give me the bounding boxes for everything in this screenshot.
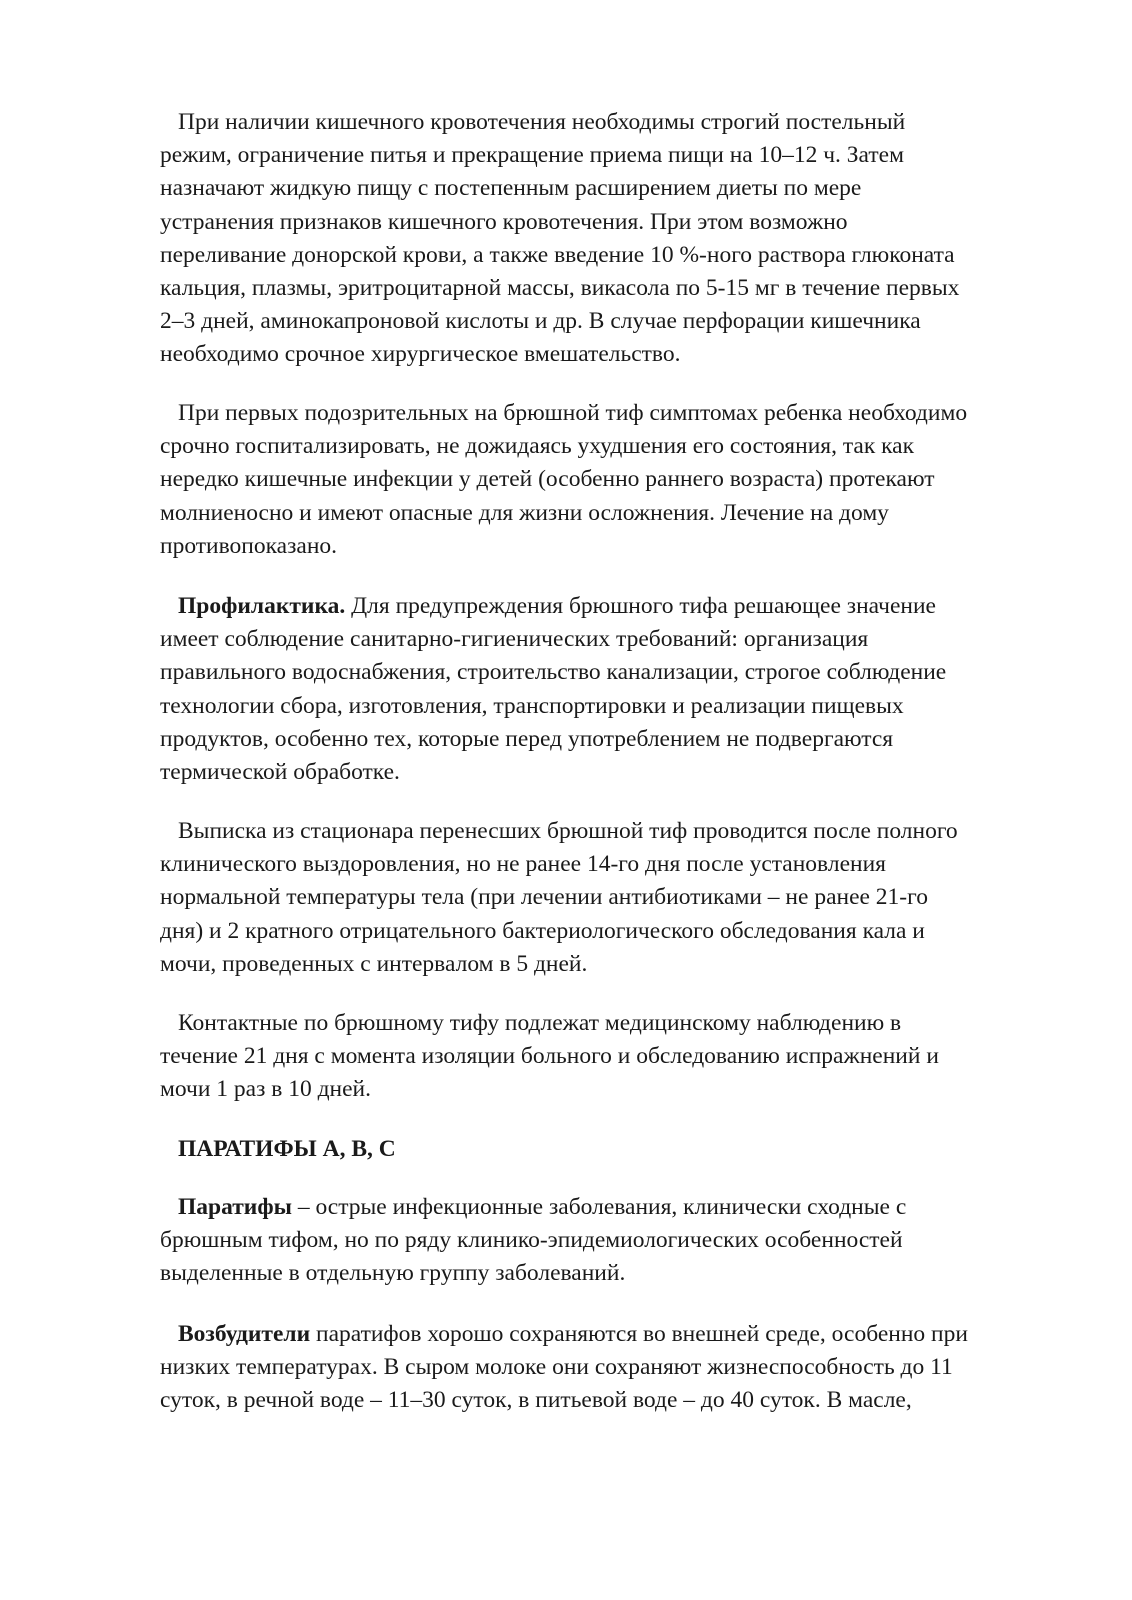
text-line: При наличии кишечного кровотечения необходимы строгий постельный <box>178 109 906 135</box>
text-line <box>160 590 1060 623</box>
paragraph-hospitalization <box>160 397 1060 563</box>
paragraph-bleeding <box>160 106 1060 372</box>
text-line: режим, ограничение питья и прекращение приема пищи на 10–12 ч. Затем <box>160 142 904 169</box>
paragraph-contacts <box>160 1007 1060 1107</box>
text-line: нормальной температуры тела (при лечении антибиотиками – не ранее 21-го <box>160 884 928 911</box>
lead-rest: – острые инфекционные заболевания, клинически сходные с <box>291 1194 907 1220</box>
lead-term: Возбудители <box>178 1321 311 1347</box>
lead-rest: паратифов хорошо сохраняются во внешней среде, особенно при <box>310 1321 968 1347</box>
lead-rest: Для предупреждения брюшного тифа решающее значение <box>345 593 936 619</box>
lead-term: Паратифы <box>178 1194 292 1220</box>
text-line: имеет соблюдение санитарно-гигиенических требований: организация <box>160 626 869 653</box>
paragraph-paratyphoids <box>160 1191 1060 1291</box>
paragraph-discharge <box>160 815 1060 981</box>
text-line: молниеносно и имеют опасные для жизни осложнения. Лечение на дому <box>160 499 889 526</box>
text-line: клинического выздоровления, но не ранее 14-го дня после установления <box>160 851 886 878</box>
text-line: суток, в речной воде – 11–30 суток, в питьевой воде – до 40 суток. В масле, <box>160 1387 912 1414</box>
text-line: выделенные в отдельную группу заболеваний. <box>160 1260 626 1287</box>
text-line: нередко кишечные инфекции у детей (особенно раннего возраста) протекают <box>160 466 935 493</box>
text-line: термической обработке. <box>160 759 400 786</box>
text-line <box>160 1318 1060 1351</box>
text-line: течение 21 дня с момента изоляции больного и обследованию испражнений и <box>160 1043 939 1070</box>
text-line <box>160 1191 1060 1224</box>
text-line: срочно госпитализировать, не дожидаясь ухудшения его состояния, так как <box>160 433 915 460</box>
text-line: Контактные по брюшному тифу подлежат медицинскому наблюдению в <box>178 1010 902 1036</box>
text-line: продуктов, особенно тех, которые перед употреблением не подвергаются <box>160 725 894 752</box>
text-line: правильного водоснабжения, строительство канализации, строгое соблюдение <box>160 659 947 686</box>
text-line: 2–3 дней, аминокапроновой кислоты и др. В случае перфорации кишечника <box>160 308 921 335</box>
text-line: дня) и 2 кратного отрицательного бактериологического обследования кала и <box>160 917 925 944</box>
paragraph-prophylaxis <box>160 590 1060 789</box>
text-line: назначают жидкую пищу с постепенным расширением диеты по мере <box>160 175 862 202</box>
text-line: технологии сбора, изготовления, транспортировки и реализации пищевых <box>160 692 904 719</box>
text-line: противопоказано. <box>160 532 338 559</box>
text-line: мочи, проведенных с интервалом в 5 дней. <box>160 950 588 977</box>
text-line: брюшным тифом, но по ряду клинико-эпидемиологических особенностей <box>160 1227 903 1254</box>
text-line: мочи 1 раз в 10 дней. <box>160 1076 372 1103</box>
lead-term: Профилактика. <box>178 593 346 619</box>
text-line: низких температурах. В сыром молоке они сохраняют жизнеспособность до 11 <box>160 1354 953 1381</box>
section-heading <box>160 1133 1060 1166</box>
text-line: переливание донорской крови, а также введение 10 %-ного раствора глюконата <box>160 241 955 268</box>
heading-text: ПАРАТИФЫ А, В, С <box>178 1136 396 1162</box>
text-line: устранения признаков кишечного кровотечения. При этом возможно <box>160 208 848 235</box>
text-line: Выписка из стационара перенесших брюшной тиф проводится после полного <box>178 818 958 844</box>
text-line: необходимо срочное хирургическое вмешательство. <box>160 341 681 368</box>
text-line: При первых подозрительных на брюшной тиф симптомах ребенка необходимо <box>178 400 968 426</box>
text-line: кальция, плазмы, эритроцитарной массы, викасола по 5-15 мг в течение первых <box>160 275 960 302</box>
paragraph-pathogens <box>160 1318 1060 1418</box>
